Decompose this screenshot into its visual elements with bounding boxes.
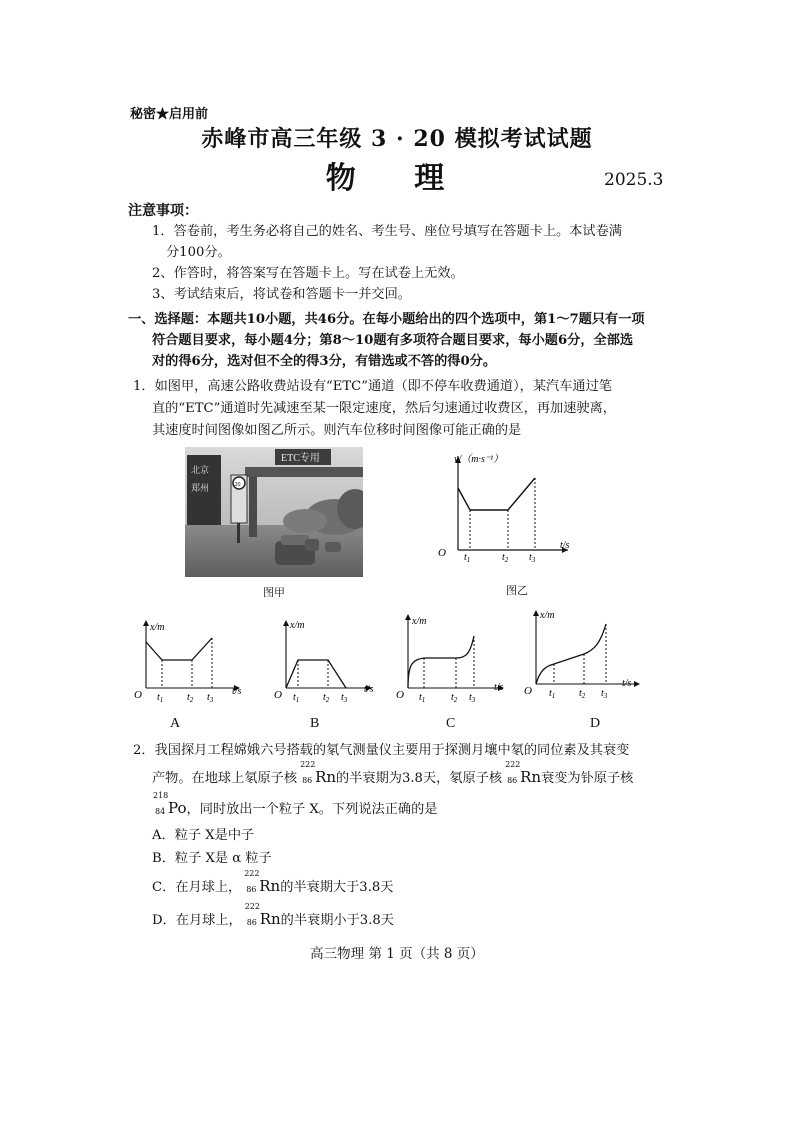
- q2-option-b: B．粒子 X是 α 粒子: [152, 851, 272, 866]
- svg-text:t/s: t/s: [494, 682, 504, 693]
- section-instructions-line-2: 符合题目要求，每小题4分；第8～10题有多项符合题目要求，每小题6分，全部选: [152, 333, 634, 348]
- svg-text:t2: $t_2$: [187, 692, 194, 702]
- option-d-label: D: [590, 716, 601, 731]
- svg-text:t1: $t_1$: [419, 692, 426, 702]
- subject-title: 物 理: [325, 161, 469, 196]
- option-a-curve: [146, 638, 212, 660]
- q1-line-2: 直的“ETC”通道时先减速至某一限定速度，然后匀速通过收费区，再加速驶离，: [152, 401, 616, 416]
- svg-text:t2: $t_2$: [579, 688, 586, 700]
- section-instructions-line-3: 对的得6分，选对但不全的得3分，有错选或不答的得0分。: [152, 354, 497, 369]
- notice-item-1: 1．答卷前，考生务必将自己的姓名、考生号、座位号填写在答题卡上。本试卷满: [152, 224, 622, 239]
- etc-photo: [185, 447, 363, 577]
- po-nuclide: 218 84 Po: [153, 791, 187, 817]
- rn-nuclide-d: 222 86 Rn: [244, 902, 281, 928]
- svg-text:t1: $t_1$: [549, 688, 556, 700]
- rn-nuclide-2: 222 86 Rn: [505, 760, 542, 786]
- option-c-curve: [408, 636, 474, 688]
- option-d-graph: [520, 604, 650, 702]
- svg-text:x/m: x/m: [150, 622, 165, 633]
- svg-text:t3: $t_3$: [341, 692, 348, 702]
- photo-sign-beijing: 北京: [191, 465, 210, 475]
- svg-text:t1: $t_1$: [293, 692, 300, 702]
- q1-line-1: 1．如图甲，高速公路收费站设有“ETC”通道（即不停车收费通道），某汽车通过笔: [133, 379, 612, 394]
- svg-text:t3: $t_3$: [469, 692, 476, 702]
- etc-sign-text: ETC专用: [281, 453, 320, 464]
- notice-heading: 注意事项：: [128, 203, 198, 219]
- section-instructions-line-1: 一、选择题：本题共10小题，共46分。在每小题给出的四个选项中，第1～7题只有一项: [128, 312, 645, 327]
- q2-option-c: C．在月球上， 222 86 Rn的半衰期大于3.8天: [152, 876, 393, 898]
- speed-limit-text: 20: [234, 482, 241, 488]
- q1-line-3: 其速度时间图像如图乙所示。则汽车位移时间图像可能正确的是: [152, 423, 522, 438]
- option-c-label: C: [446, 716, 456, 731]
- svg-text:t2: $t_2$: [451, 692, 458, 702]
- svg-text:t3: $t_3$: [601, 688, 608, 700]
- svg-text:t/s: t/s: [364, 684, 374, 695]
- svg-text:t1: $t_1$: [157, 692, 164, 702]
- svg-text:x/m: x/m: [540, 610, 555, 621]
- rn-nuclide: 222 86 Rn: [300, 760, 337, 786]
- option-c-graph: [394, 608, 516, 702]
- svg-text:O: O: [524, 685, 532, 697]
- figure-b-caption: 图乙: [506, 584, 528, 597]
- vt-t1-label: $t_1$: [464, 552, 471, 563]
- svg-text:O: O: [396, 689, 404, 701]
- photo-sign-zhengzhou: 郑州: [191, 483, 210, 493]
- svg-text:t/s: t/s: [622, 678, 632, 689]
- option-b-graph: [266, 616, 388, 702]
- rn-nuclide-c: 222 86 Rn: [244, 869, 281, 895]
- figure-a-caption: 图甲: [263, 586, 285, 599]
- svg-text:O: O: [274, 689, 282, 701]
- notice-item-2: 2、作答时，将答案写在答题卡上。写在试卷上无效。: [152, 266, 464, 281]
- vt-graph: [428, 448, 588, 563]
- confidential-mark: 秘密★启用前: [130, 107, 209, 122]
- option-b-curve: [286, 660, 346, 688]
- vt-xlabel: t/s: [560, 540, 570, 551]
- svg-text:t/s: t/s: [232, 686, 242, 697]
- svg-text:t2: $t_2$: [323, 692, 330, 702]
- notice-item-1-cont: 分100分。: [166, 245, 231, 260]
- page-footer: 高三物理 第 1 页（共 8 页）: [310, 946, 484, 962]
- svg-text:x/m: x/m: [412, 616, 427, 627]
- svg-text:O: O: [134, 689, 142, 701]
- svg-text:t3: $t_3$: [207, 692, 214, 702]
- vt-origin: O: [438, 547, 446, 559]
- q2-option-d: D．在月球上， 222 86 Rn的半衰期小于3.8天: [152, 909, 394, 931]
- exam-date: 2025.3: [604, 170, 664, 190]
- q2-line-3: 218 84 Po，同时放出一个粒子 X。下列说法正确的是: [150, 798, 437, 820]
- q2-line-1: 2．我国探月工程嫦娥六号搭载的氡气测量仪主要用于探测月壤中氡的同位素及其衰变: [133, 743, 630, 758]
- exam-title: 赤峰市高三年级 3 · 20 模拟考试试题: [201, 126, 593, 152]
- option-a-label: A: [170, 716, 181, 731]
- option-b-label: B: [310, 716, 320, 731]
- vt-ylabel: v/（m·s⁻¹）: [454, 454, 504, 465]
- vt-t2-label: $t_2$: [502, 552, 509, 563]
- option-d-curve: [536, 624, 606, 684]
- vt-t3-label: $t_3$: [529, 552, 536, 563]
- option-a-graph: [126, 616, 248, 702]
- svg-text:x/m: x/m: [290, 620, 305, 631]
- q2-line-2: 产物。在地球上氡原子核 222 86 Rn的半衰期为3.8天，氡原子核 222 86 Rn衰变为钋原子核: [152, 767, 633, 789]
- notice-item-3: 3、考试结束后，将试卷和答题卡一并交回。: [152, 287, 411, 302]
- vt-curve: [458, 478, 535, 510]
- q2-option-a: A．粒子 X是中子: [152, 828, 255, 843]
